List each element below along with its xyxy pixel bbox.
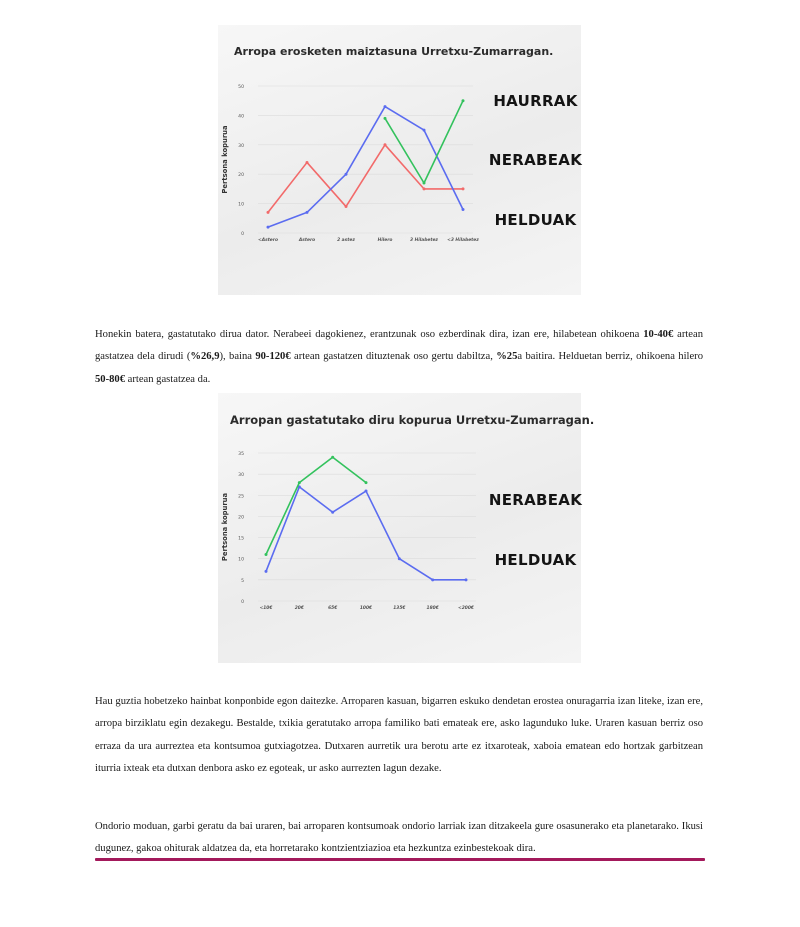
data-point-helduak	[462, 99, 465, 102]
y-tick-label: 15	[238, 536, 244, 542]
chart-title: Arropan gastatutako diru kopurua Urretxu-Zumarragan.	[230, 413, 595, 427]
y-tick-label: 50	[238, 85, 244, 90]
series-line-helduak	[266, 457, 366, 554]
data-point-haurrak	[345, 205, 348, 208]
y-axis-label: Pertsona kopurua	[221, 125, 229, 194]
chart-title: Arropa erosketen maiztasuna Urretxu-Zumarragan.	[234, 45, 554, 58]
text-run: artean gastatzea da.	[125, 373, 211, 385]
footer-rule	[95, 858, 705, 861]
legend-pill-helduak: HELDUAK	[494, 211, 577, 229]
data-point-nerabeak	[423, 129, 426, 132]
data-point-nerabeak	[384, 105, 387, 108]
text-run: ), baina	[219, 351, 256, 363]
legend-pill-nerabeak: NERABEAK	[488, 491, 583, 509]
paragraph-conclusion: Ondorio moduan, garbi geratu da bai uraren, bai arroparen kontsumoak ondorio larriak izan ditzakeela gure osasunerako eta planetarako. Ikusi dugunez, gakoa ohiturak aldatzea da, eta horretarako kontzientziazioa eta hezkuntza ezinbestekoak dira.	[95, 821, 703, 855]
y-tick-label: 0	[241, 600, 244, 605]
data-point-nerabeak	[331, 511, 334, 514]
x-tick-label: 2 astez	[337, 238, 355, 243]
y-axis-label: Pertsona kopurua	[221, 492, 229, 562]
y-tick-label: 35	[238, 452, 244, 457]
data-point-helduak	[331, 456, 334, 459]
data-point-helduak	[365, 481, 368, 484]
data-point-haurrak	[462, 187, 465, 190]
x-tick-label: <Astero	[258, 238, 278, 243]
series-line-nerabeak	[266, 487, 466, 580]
bold-figure: 90-120€	[255, 351, 291, 363]
data-point-helduak	[423, 182, 426, 185]
y-tick-label: 10	[238, 557, 244, 563]
text-run: artean gastatzea dela dirudi (	[95, 329, 703, 363]
x-tick-label: <200€	[458, 606, 474, 611]
y-tick-label: 10	[238, 202, 244, 208]
text-run: Honekin batera, gastatutako dirua dator. Nerabeei dagokienez, erantzunak oso ezberdinak dira, izan ere, hilabetean ohikoena	[95, 329, 644, 340]
x-tick-label: 180€	[426, 606, 439, 611]
bold-figure: %26,9	[190, 351, 220, 363]
x-tick-label: 65€	[328, 606, 338, 611]
y-tick-label: 30	[238, 473, 244, 479]
data-point-haurrak	[423, 187, 426, 190]
data-point-helduak	[384, 117, 387, 120]
x-tick-label: <3 Hilabetez	[447, 238, 479, 243]
frequency-chart-card	[218, 25, 581, 295]
data-point-nerabeak	[306, 211, 309, 214]
legend-pill-nerabeak: NERABEAK	[488, 151, 583, 169]
bold-figure: 50-80€	[95, 373, 126, 385]
data-point-helduak	[298, 481, 301, 484]
x-tick-label: 3 Hilabetez	[410, 238, 438, 243]
text-run: a baitira. Helduetan berriz, ohikoena hilero	[517, 351, 703, 363]
x-tick-label: 135€	[393, 606, 406, 611]
data-point-haurrak	[384, 143, 387, 146]
data-point-nerabeak	[462, 208, 465, 211]
data-point-nerabeak	[267, 226, 270, 229]
series-line-haurrak	[268, 145, 463, 213]
data-point-haurrak	[267, 211, 270, 214]
data-point-nerabeak	[398, 557, 401, 560]
spending-line-chart	[218, 393, 581, 663]
legend-pill-helduak: HELDUAK	[494, 551, 577, 569]
x-tick-label: <10€	[259, 606, 273, 611]
paragraph-solutions: Hau guztia hobetzeko hainbat konponbide egon daitezke. Arroparen kasuan, bigarren eskuko dendetan erostea onuragarria izan liteke, izan ere, arropa birziklatu egin dezakegu. Bestalde, txikia geratutako arropa familiko bati emateak ere, asko lagunduko luke. Uraren kasuan berriz oso erraza da ura aurreztea eta kontsumoa gutxiagotzea. Dutxaren aurretik ura berotu arte ez itxaroteak, xaboia ematean edo hortzak garbitzean iturria ixteak eta dutxan denbora asko ez egoteak, ur asko aurrezten lagun dezake.	[95, 696, 703, 774]
y-tick-label: 20	[238, 173, 244, 179]
data-point-helduak	[265, 553, 268, 556]
y-tick-label: 20	[238, 515, 244, 521]
bold-figure: %25	[496, 351, 518, 363]
data-point-nerabeak	[345, 173, 348, 176]
data-point-nerabeak	[265, 570, 268, 573]
y-tick-label: 30	[238, 143, 244, 149]
y-tick-label: 25	[238, 494, 244, 500]
data-point-nerabeak	[465, 578, 468, 581]
bold-figure: 10-40€	[643, 329, 674, 340]
data-point-nerabeak	[365, 490, 368, 493]
spending-chart-card	[218, 393, 595, 663]
x-tick-label: Hilero	[377, 238, 393, 243]
data-point-haurrak	[306, 161, 309, 164]
data-point-nerabeak	[431, 578, 434, 581]
y-tick-label: 5	[241, 578, 244, 584]
x-tick-label: 100€	[359, 606, 373, 611]
legend-pill-haurrak: HAURRAK	[493, 92, 578, 110]
y-tick-label: 0	[241, 232, 244, 237]
series-line-nerabeak	[268, 107, 463, 228]
y-tick-label: 40	[238, 114, 244, 120]
x-tick-label: Astero	[298, 238, 316, 243]
text-run: artean gastatzen dituztenak oso gertu dabiltza,	[290, 351, 497, 363]
x-tick-label: 20€	[294, 606, 304, 611]
paragraph-spending-intro	[95, 324, 703, 391]
